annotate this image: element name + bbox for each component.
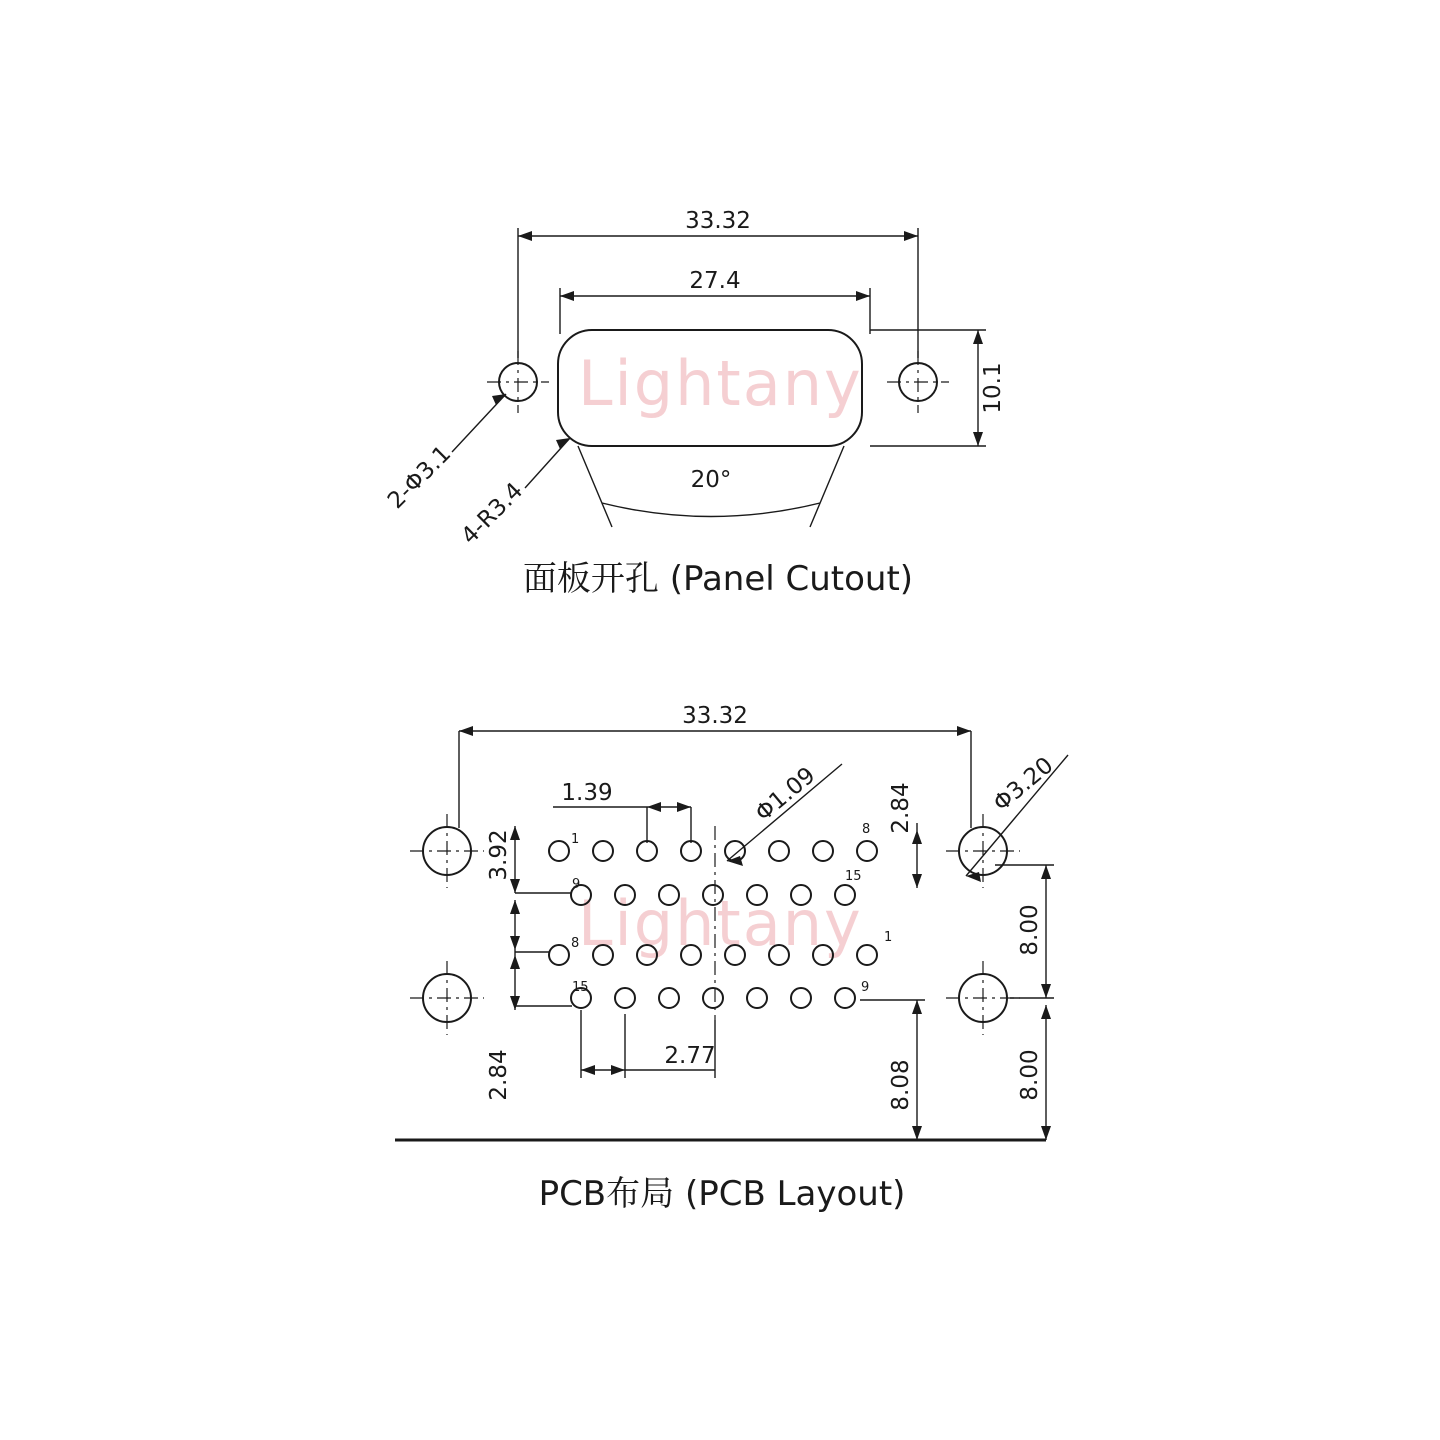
dim-height: 10.1 bbox=[980, 362, 1006, 414]
pin-row-4 bbox=[571, 988, 855, 1008]
pin-label-row4-start: 15 bbox=[572, 980, 589, 995]
dim-pin-dia: Φ1.09 bbox=[750, 762, 821, 827]
dim-overall-width: 33.32 bbox=[685, 208, 751, 234]
watermark-text-2: Lightany bbox=[578, 887, 863, 960]
dim-radius: 4-R3.4 bbox=[456, 477, 529, 550]
arrow-leader-mount-hole bbox=[492, 394, 506, 405]
arrow-top-height bbox=[973, 330, 983, 344]
arrow-left-inner bbox=[560, 291, 574, 301]
angle-line-right bbox=[810, 446, 844, 527]
pin-label-row1-end: 8 bbox=[862, 822, 871, 837]
dim-bottom-offset: 8.08 bbox=[888, 1059, 914, 1111]
dim-row-offset-top: 2.84 bbox=[888, 782, 914, 834]
arrow-left-overall bbox=[518, 231, 532, 241]
dim-inner-width: 27.4 bbox=[689, 268, 741, 294]
arrow-right-overall bbox=[904, 231, 918, 241]
dim-mount-pitch-lower: 8.00 bbox=[1017, 1049, 1043, 1101]
dim-mount-hole: 2-Φ3.1 bbox=[382, 440, 457, 515]
dim-pitch-x2: 2.77 bbox=[664, 1043, 716, 1069]
arrow-right-inner bbox=[856, 291, 870, 301]
pin-row-1 bbox=[549, 841, 877, 861]
dim-mount-pitch-upper: 8.00 bbox=[1017, 904, 1043, 956]
pin-label-row3-end: 1 bbox=[884, 930, 893, 945]
watermark-text: Lightany bbox=[578, 347, 863, 420]
pin-label-row3-start: 8 bbox=[571, 936, 580, 951]
panel-cutout-drawing bbox=[383, 208, 1006, 550]
pin-label-row2-end: 15 bbox=[845, 869, 862, 884]
dim-row-offset-bottom: 2.84 bbox=[486, 1049, 512, 1101]
panel-cutout-caption: 面板开孔 (Panel Cutout) bbox=[522, 559, 914, 599]
dim-mount-hole-dia: Φ3.20 bbox=[988, 752, 1059, 817]
dim-pitch-x: 1.39 bbox=[561, 780, 613, 806]
pin-label-row4-end: 9 bbox=[861, 980, 870, 995]
arrow-bottom-height bbox=[973, 432, 983, 446]
pcb-layout-drawing bbox=[395, 703, 1068, 1140]
pcb-layout-caption: PCB布局 (PCB Layout) bbox=[538, 1174, 906, 1214]
arrow-leader-radius bbox=[556, 438, 570, 449]
leader-radius bbox=[525, 438, 570, 488]
dim-pcb-overall-width: 33.32 bbox=[682, 703, 748, 729]
dim-angle: 20° bbox=[690, 467, 732, 493]
angle-line-left bbox=[578, 446, 612, 527]
pin-label-row1-start: 1 bbox=[571, 832, 580, 847]
angle-arc bbox=[602, 503, 820, 517]
dim-edge-offset: 3.92 bbox=[486, 829, 512, 881]
pin-label-row2-start: 9 bbox=[572, 877, 581, 892]
